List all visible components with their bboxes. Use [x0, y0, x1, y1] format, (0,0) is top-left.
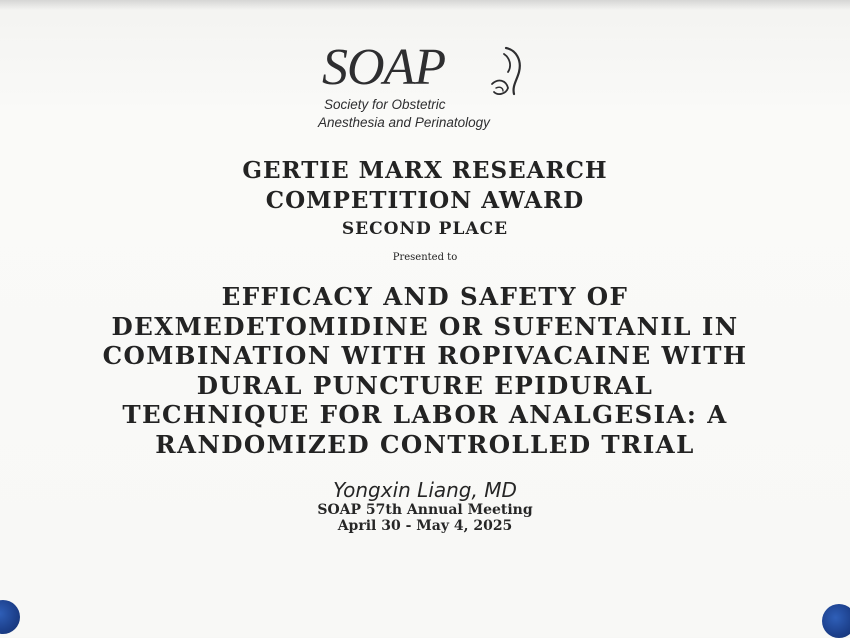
paper-title-line-1: EFFICACY AND SAFETY OF [221, 282, 629, 311]
award-title-line-1: GERTIE MARX RESEARCH [242, 157, 608, 184]
paper-title-line-3: COMBINATION WITH ROPIVACAINE WITH [102, 341, 748, 370]
award-place: SECOND PLACE [341, 219, 509, 239]
corner-pin-right [822, 604, 850, 638]
paper-title-line-4: DURAL PUNCTURE EPIDURAL [196, 370, 654, 400]
logo-line-anesthesia: Anesthesia and Perinatology [318, 115, 490, 130]
presented-to-label: Presented to [392, 252, 458, 263]
meeting-name: SOAP 57th Annual Meeting [317, 502, 533, 518]
paper-title [0, 282, 850, 459]
logo-line-society: Society for Obstetric [324, 97, 446, 112]
award-title-line-2: COMPETITION AWARD [265, 187, 585, 214]
mother-and-child-silhouette-icon [488, 44, 528, 104]
corner-pin-left [0, 600, 20, 634]
paper-title-line-5: TECHNIQUE FOR LABOR ANALGESIA: A [122, 400, 728, 429]
award-title [0, 156, 850, 216]
paper-title-line-6: RANDOMIZED CONTROLLED TRIAL [155, 429, 695, 459]
top-edge-shadow [0, 0, 850, 10]
paper-title-line-2: DEXMEDETOMIDINE OR SUFENTANIL IN [111, 311, 739, 341]
recipient-name: Yongxin Liang, MD [333, 478, 517, 502]
meeting-dates: April 30 - May 4, 2025 [337, 518, 513, 534]
logo-wordmark: SOAP [322, 39, 446, 96]
soap-logo [316, 39, 536, 134]
